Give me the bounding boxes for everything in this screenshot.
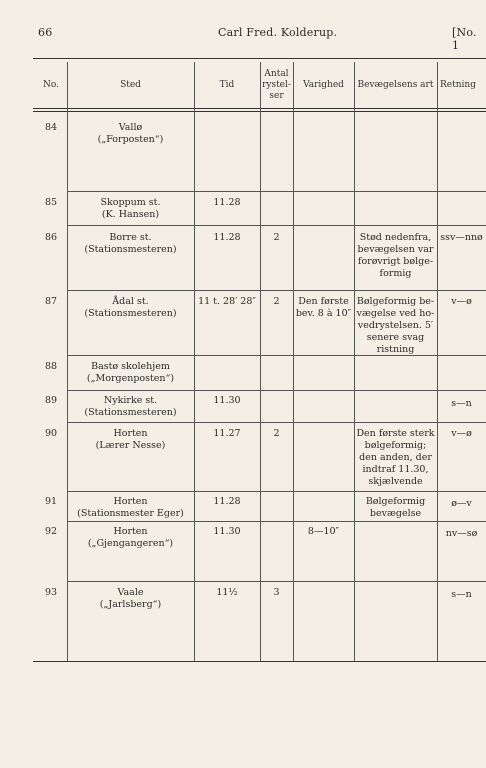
table-bottom-rule	[33, 661, 486, 662]
cell-sted-line: Horten	[113, 428, 148, 439]
row-divider	[67, 191, 486, 192]
col-divider	[260, 62, 261, 661]
row-divider	[67, 225, 486, 226]
cell-art-line: bevægelse	[369, 508, 422, 519]
cell-art-line: forøvrigt bølge-	[357, 256, 434, 267]
cell-varighed-line: bev. 8 à 10″	[295, 308, 352, 319]
cell-no: 84	[44, 122, 58, 133]
cell-art-line: Stød nedenfra,	[359, 232, 432, 243]
cell-no: 90	[44, 428, 58, 439]
cell-sted-line: Vallø	[118, 122, 143, 133]
cell-art-line: Bølgeformig	[365, 496, 426, 507]
cell-art-line: vægelse ved ho-	[356, 308, 435, 319]
cell-sted-line: (K. Hansen)	[101, 209, 160, 220]
col-divider	[437, 62, 438, 661]
cell-retning: ssv—nnø	[440, 232, 483, 243]
cell-tid: 11.27	[213, 428, 241, 439]
cell-art-line: skjælvende	[368, 476, 423, 487]
column-header-tid: Tid	[219, 80, 235, 90]
cell-sted-line: Bastø skolehjem	[91, 361, 170, 372]
cell-antal: 2	[273, 232, 280, 243]
cell-art-line: indtraf 11.30,	[362, 464, 429, 475]
cell-art-line: vedrystelsen. 5′	[357, 320, 434, 331]
cell-retning: s—n	[451, 398, 472, 409]
cell-art-line: Bølgeformig be-	[356, 296, 435, 307]
column-header-no: No.	[43, 80, 59, 90]
cell-bevaegelsens-art	[354, 428, 437, 488]
cell-retning: nv—sø	[445, 528, 478, 539]
cell-art-line: bevægelsen var	[357, 244, 434, 255]
cell-tid: 11 t. 28′ 28″	[198, 296, 256, 307]
cell-art-line: formig	[379, 268, 412, 279]
cell-sted-line: (Stationsmesteren)	[84, 308, 177, 319]
column-header-retning: Retning	[440, 80, 476, 90]
cell-sted	[67, 197, 194, 221]
column-header-antal	[260, 69, 293, 102]
cell-art-line: den anden, der	[359, 452, 432, 463]
cell-no: 89	[44, 395, 58, 406]
cell-tid: 11½	[216, 587, 238, 598]
row-divider	[67, 521, 486, 522]
cell-varighed	[293, 296, 354, 320]
cell-sted-line: Nykirke st.	[103, 395, 158, 406]
cell-antal: 2	[273, 428, 280, 439]
cell-sted-line: (Stationsmesteren)	[84, 244, 177, 255]
cell-no: 85	[44, 197, 58, 208]
column-header-sted: Sted	[120, 80, 141, 90]
cell-antal: 3	[273, 587, 280, 598]
cell-tid: 11.28	[213, 197, 241, 208]
cell-sted-line: („Jarlsberg“)	[99, 599, 162, 610]
row-divider	[67, 390, 486, 391]
column-header-antal-line: Antal	[264, 69, 289, 79]
column-header-varighed: Varighed	[303, 80, 344, 90]
cell-retning: v—ø	[451, 296, 472, 307]
cell-tid: 11.30	[213, 526, 241, 537]
cell-sted	[67, 296, 194, 320]
cell-no: 87	[44, 296, 58, 307]
cell-no: 91	[44, 496, 58, 507]
row-divider	[67, 581, 486, 582]
cell-sted-line: („Morgenposten“)	[86, 373, 175, 384]
cell-bevaegelsens-art	[354, 496, 437, 520]
cell-sted-line: Horten	[113, 526, 148, 537]
cell-sted-line: Borre st.	[109, 232, 152, 243]
page-number: 66	[38, 26, 53, 39]
cell-sted	[67, 587, 194, 611]
cell-sted	[67, 232, 194, 256]
cell-tid: 11.30	[213, 395, 241, 406]
cell-sted-line: Vaale	[117, 587, 144, 598]
col-divider	[293, 62, 294, 661]
row-divider	[67, 491, 486, 492]
cell-tid: 11.28	[213, 232, 241, 243]
cell-sted-line: Ådal st.	[112, 296, 149, 307]
section-reference: [No. 1	[452, 26, 477, 52]
cell-sted-line: („Forposten“)	[97, 134, 164, 145]
cell-sted-line: Horten	[113, 496, 148, 507]
cell-sted	[67, 361, 194, 385]
cell-sted-line: (Stationsmester Eger)	[77, 508, 184, 519]
cell-sted-line: Skoppum st.	[100, 197, 161, 208]
cell-bevaegelsens-art	[354, 296, 437, 356]
cell-tid: 11.28	[213, 496, 241, 507]
cell-bevaegelsens-art	[354, 232, 437, 280]
col-divider	[194, 62, 195, 661]
column-header-antal-line: ser	[269, 91, 284, 101]
cell-varighed: 8—10″	[307, 526, 340, 537]
cell-retning: s—n	[451, 589, 472, 600]
cell-retning: ø—v	[451, 498, 472, 509]
cell-no: 88	[44, 361, 58, 372]
cell-sted-line: (Stationsmesteren)	[84, 407, 177, 418]
cell-art-line: senere svag	[366, 332, 425, 343]
cell-varighed-line: Den første	[298, 296, 349, 307]
cell-antal: 2	[273, 296, 280, 307]
column-header-antal-line: rystel-	[262, 80, 291, 90]
running-title: Carl Fred. Kolderup.	[218, 26, 338, 39]
col-divider	[354, 62, 355, 661]
row-divider	[67, 422, 486, 423]
cell-art-line: Den første sterk	[356, 428, 435, 439]
cell-no: 92	[44, 526, 58, 537]
table-top-rule	[33, 58, 486, 59]
cell-art-line: bølgeformig;	[364, 440, 427, 451]
cell-no: 86	[44, 232, 58, 243]
cell-art-line: ristning	[376, 344, 415, 355]
cell-retning: v—ø	[451, 428, 472, 439]
cell-sted	[67, 395, 194, 419]
cell-no: 93	[44, 587, 58, 598]
cell-sted-line: („Gjengangeren“)	[87, 538, 174, 549]
cell-sted	[67, 428, 194, 452]
cell-sted	[67, 526, 194, 550]
cell-sted	[67, 122, 194, 146]
cell-sted-line: (Lærer Nesse)	[95, 440, 166, 451]
cell-sted	[67, 496, 194, 520]
column-header-bevaegelsens-art: Bevægelsens art	[357, 80, 434, 90]
row-divider	[67, 290, 486, 291]
